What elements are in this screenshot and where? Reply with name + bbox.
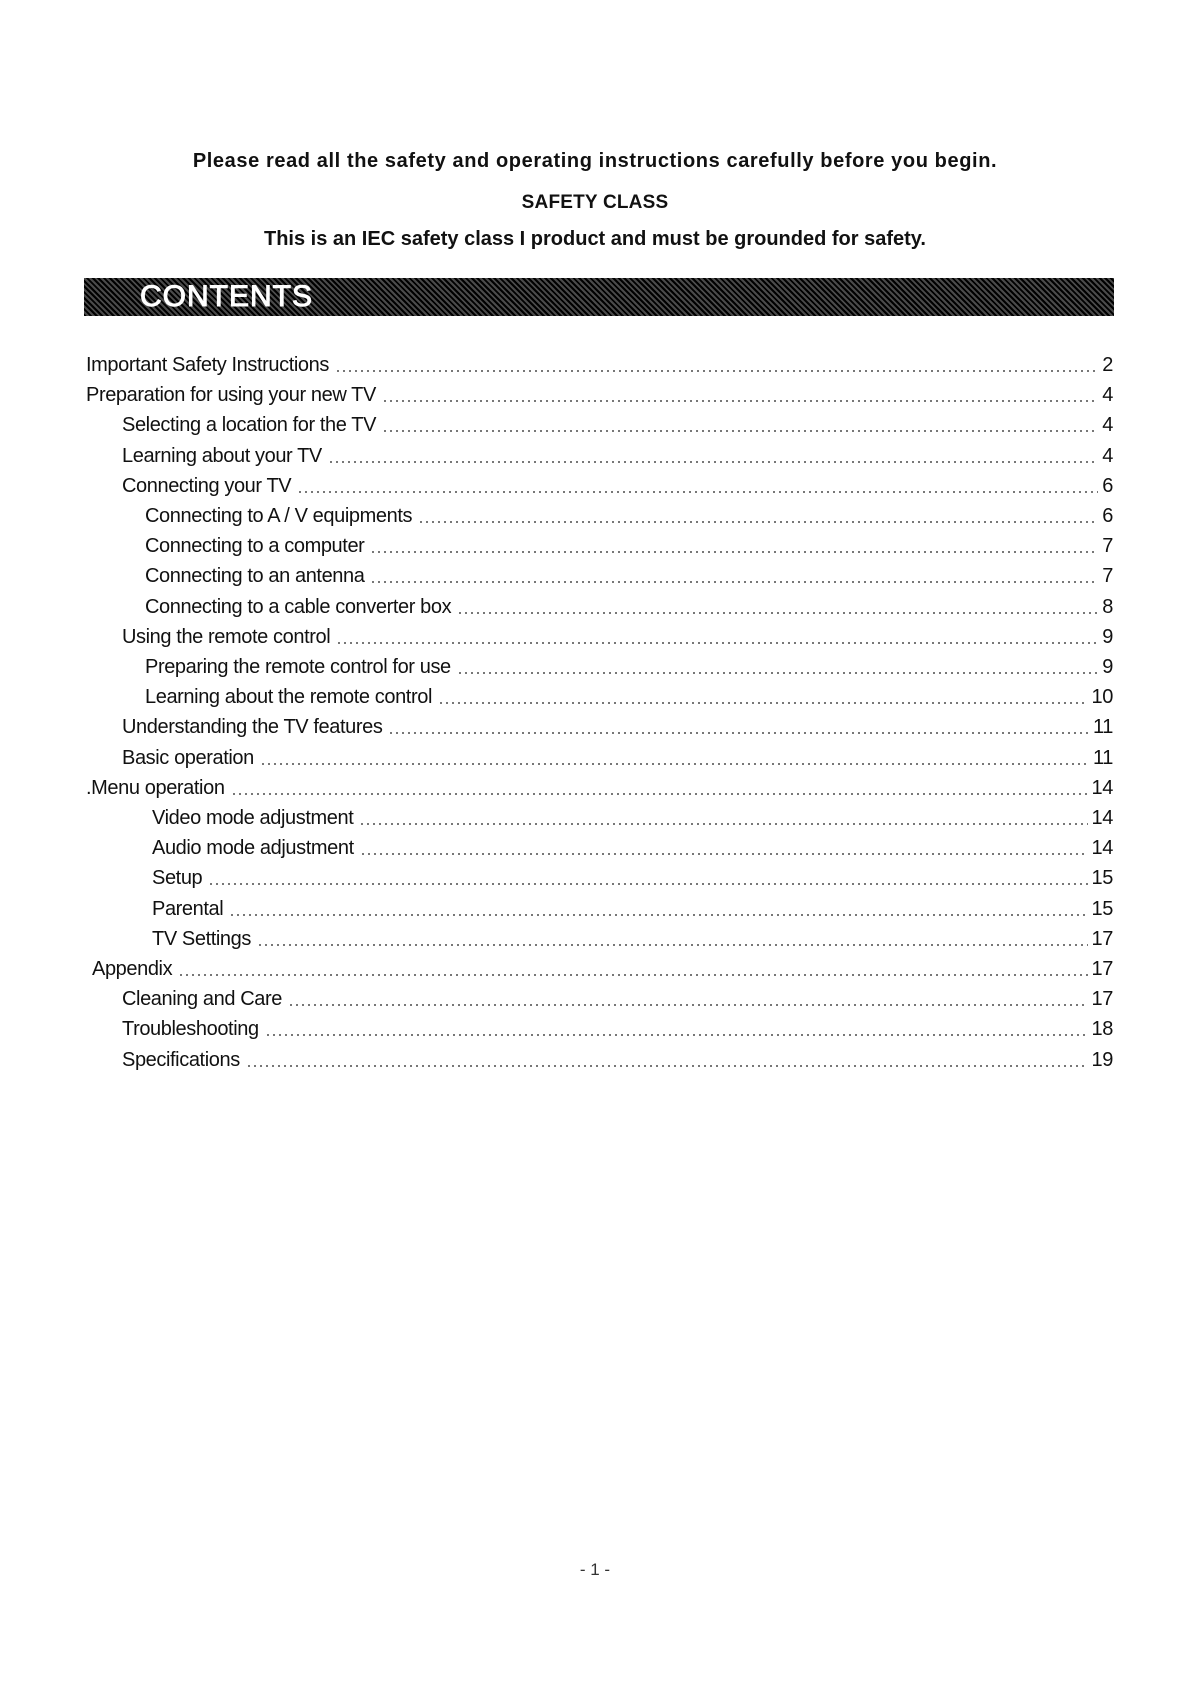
toc-entry-title: Preparing the remote control for use <box>145 656 457 678</box>
toc-entry-page: 18 <box>1088 1018 1113 1040</box>
toc-entry <box>86 775 1113 799</box>
toc-entry-title: Connecting to a cable converter box <box>145 596 457 618</box>
toc-entry-title: Troubleshooting <box>122 1018 265 1040</box>
toc-entry <box>145 563 1113 587</box>
toc-entry <box>122 624 1113 648</box>
toc-entry-page: 17 <box>1088 988 1113 1010</box>
toc-entry <box>152 835 1113 859</box>
toc-entry-page: 14 <box>1088 837 1113 859</box>
toc-entry-page: 6 <box>1098 475 1113 497</box>
toc-entry-title: Audio mode adjustment <box>152 837 360 859</box>
dot-leader <box>178 974 1087 976</box>
toc-entry-title: Specifications <box>122 1049 246 1071</box>
dot-leader <box>288 1004 1088 1006</box>
toc-entry-title: Cleaning and Care <box>122 988 288 1010</box>
toc-entry-page: 17 <box>1088 958 1113 980</box>
dot-leader <box>457 672 1098 674</box>
toc-entry-page: 9 <box>1098 656 1113 678</box>
safety-statement: This is an IEC safety class I product and must be grounded for safety. <box>264 228 926 250</box>
dot-leader <box>382 400 1098 402</box>
toc-entry <box>122 986 1113 1010</box>
page-number: - 1 - <box>579 1560 611 1579</box>
toc-entry-title: Important Safety Instructions <box>86 354 335 376</box>
toc-entry <box>86 382 1113 406</box>
dot-leader <box>265 1034 1088 1036</box>
toc-entry-title: Appendix <box>92 958 178 980</box>
toc-entry-title: Parental <box>152 898 229 920</box>
toc-entry-page: 4 <box>1098 384 1113 406</box>
toc-entry-page: 11 <box>1089 716 1113 738</box>
dot-leader <box>359 823 1087 825</box>
dot-leader <box>457 612 1098 614</box>
toc-entry <box>92 956 1113 980</box>
toc-entry <box>122 745 1113 769</box>
toc-entry-title: Connecting to a computer <box>145 535 370 557</box>
dot-leader <box>360 853 1088 855</box>
dot-leader <box>336 642 1098 644</box>
dot-leader <box>370 581 1098 583</box>
toc-entry <box>145 594 1113 618</box>
toc-entry-title: Connecting to an antenna <box>145 565 370 587</box>
toc-entry <box>145 503 1113 527</box>
toc-entry-page: 14 <box>1088 777 1113 799</box>
dot-leader <box>229 914 1087 916</box>
toc-entry-page: 7 <box>1098 565 1113 587</box>
toc-entry-title: Selecting a location for the TV <box>122 414 382 436</box>
toc-entry-title: Basic operation <box>122 747 260 769</box>
toc-entry-page: 11 <box>1089 747 1113 769</box>
toc-entry <box>86 352 1113 376</box>
dot-leader <box>388 732 1089 734</box>
toc-entry <box>152 805 1113 829</box>
toc-entry-page: 15 <box>1088 867 1113 889</box>
toc-entry <box>145 684 1113 708</box>
toc-entry-page: 7 <box>1098 535 1113 557</box>
toc-entry-title: Connecting your TV <box>122 475 297 497</box>
toc-entry <box>145 654 1113 678</box>
dot-leader <box>328 461 1098 463</box>
toc-entry-page: 17 <box>1088 928 1113 950</box>
toc-entry-title: .Menu operation <box>86 777 231 799</box>
dot-leader <box>438 702 1088 704</box>
toc-entry-title: Connecting to A / V equipments <box>145 505 418 527</box>
toc-entry-title: Video mode adjustment <box>152 807 359 829</box>
toc-entry-page: 4 <box>1098 414 1113 436</box>
toc-entry <box>122 714 1113 738</box>
toc-entry-page: 14 <box>1088 807 1113 829</box>
toc-entry-title: Preparation for using your new TV <box>86 384 382 406</box>
toc-entry <box>152 896 1113 920</box>
contents-banner <box>84 278 1114 316</box>
dot-leader <box>418 521 1098 523</box>
toc-entry-title: TV Settings <box>152 928 257 950</box>
dot-leader <box>297 491 1098 493</box>
toc-entry-title: Setup <box>152 867 208 889</box>
toc-entry-page: 19 <box>1088 1049 1113 1071</box>
toc-entry-page: 10 <box>1088 686 1113 708</box>
toc-entry-page: 9 <box>1098 626 1113 648</box>
toc-entry <box>122 443 1113 467</box>
dot-leader <box>335 370 1098 372</box>
dot-leader <box>208 883 1087 885</box>
dot-leader <box>246 1065 1088 1067</box>
safety-class-heading: SAFETY CLASS <box>521 192 669 213</box>
toc-entry-page: 15 <box>1088 898 1113 920</box>
safety-notice: Please read all the safety and operating instructions carefully before you begin. <box>192 150 998 172</box>
dot-leader <box>260 763 1089 765</box>
toc-entry-page: 4 <box>1098 445 1113 467</box>
toc-entry-title: Learning about the remote control <box>145 686 438 708</box>
toc-entry <box>122 412 1113 436</box>
toc-entry-page: 8 <box>1098 596 1113 618</box>
toc-entry <box>145 533 1113 557</box>
toc-entry <box>122 473 1113 497</box>
toc-entry <box>122 1047 1113 1071</box>
toc-entry <box>152 865 1113 889</box>
toc-entry-title: Understanding the TV features <box>122 716 388 738</box>
toc-entry-page: 6 <box>1098 505 1113 527</box>
dot-leader <box>257 944 1088 946</box>
toc-entry <box>152 926 1113 950</box>
toc-entry-title: Learning about your TV <box>122 445 328 467</box>
toc-entry <box>122 1016 1113 1040</box>
toc-entry-page: 2 <box>1098 354 1113 376</box>
dot-leader <box>382 430 1098 432</box>
contents-title: CONTENTS <box>140 280 313 313</box>
toc-entry-title: Using the remote control <box>122 626 336 648</box>
dot-leader <box>231 793 1088 795</box>
dot-leader <box>370 551 1098 553</box>
